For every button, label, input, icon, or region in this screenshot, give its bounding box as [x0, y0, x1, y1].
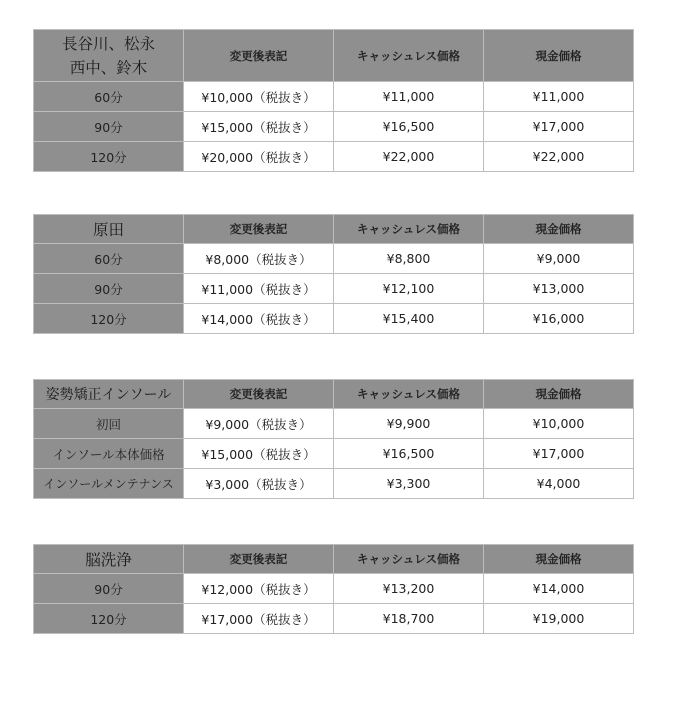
table-title: 原田 [34, 215, 184, 244]
row-label: 120分 [34, 604, 184, 634]
cell-cashless-price: ¥8,800 [334, 244, 484, 274]
column-header-display: 変更後表記 [184, 545, 334, 574]
cell-cashless-price: ¥9,900 [334, 409, 484, 439]
cell-cashless-price: ¥16,500 [334, 439, 484, 469]
cell-display-price: ¥11,000（税抜き） [184, 274, 334, 304]
cell-cashless-price: ¥15,400 [334, 304, 484, 334]
cell-display-price: ¥15,000（税抜き） [184, 439, 334, 469]
cell-cash-price: ¥17,000 [484, 112, 634, 142]
column-header-display: 変更後表記 [184, 215, 334, 244]
column-header-cashless: キャッシュレス価格 [334, 380, 484, 409]
cell-cashless-price: ¥16,500 [334, 112, 484, 142]
cell-cashless-price: ¥18,700 [334, 604, 484, 634]
cell-cashless-price: ¥22,000 [334, 142, 484, 172]
cell-cash-price: ¥14,000 [484, 574, 634, 604]
column-header-cashless: キャッシュレス価格 [334, 215, 484, 244]
table-row [34, 112, 634, 142]
table-title-line: 西中、鈴木 [69, 58, 148, 77]
table-row [34, 439, 634, 469]
cell-cash-price: ¥13,000 [484, 274, 634, 304]
table-title: 姿勢矯正インソール [34, 380, 184, 409]
price-table-hasegawa [33, 29, 634, 172]
cell-cash-price: ¥9,000 [484, 244, 634, 274]
table-row [34, 409, 634, 439]
column-header-cash: 現金価格 [484, 380, 634, 409]
cell-cashless-price: ¥12,100 [334, 274, 484, 304]
cell-cash-price: ¥19,000 [484, 604, 634, 634]
table-header-row [34, 380, 634, 409]
cell-cashless-price: ¥13,200 [334, 574, 484, 604]
cell-cash-price: ¥4,000 [484, 469, 634, 499]
row-label: インソールメンテナンス [34, 469, 184, 499]
table-row [34, 469, 634, 499]
row-label: 90分 [34, 574, 184, 604]
cell-display-price: ¥17,000（税抜き） [184, 604, 334, 634]
table-header-row [34, 30, 634, 82]
column-header-cash: 現金価格 [484, 30, 634, 82]
cell-cash-price: ¥16,000 [484, 304, 634, 334]
table-title [34, 30, 184, 82]
column-header-cashless: キャッシュレス価格 [334, 30, 484, 82]
cell-display-price: ¥14,000（税抜き） [184, 304, 334, 334]
table-header-row [34, 215, 634, 244]
cell-display-price: ¥8,000（税抜き） [184, 244, 334, 274]
row-label: 120分 [34, 142, 184, 172]
table-row [34, 604, 634, 634]
row-label: 120分 [34, 304, 184, 334]
table-header-row [34, 545, 634, 574]
column-header-display: 変更後表記 [184, 380, 334, 409]
row-label: 90分 [34, 274, 184, 304]
cell-display-price: ¥3,000（税抜き） [184, 469, 334, 499]
price-table-brain-wash [33, 544, 634, 634]
cell-cash-price: ¥17,000 [484, 439, 634, 469]
cell-display-price: ¥20,000（税抜き） [184, 142, 334, 172]
column-header-cashless: キャッシュレス価格 [334, 545, 484, 574]
table-row [34, 574, 634, 604]
row-label: 初回 [34, 409, 184, 439]
row-label: 60分 [34, 82, 184, 112]
table-row [34, 274, 634, 304]
table-row [34, 82, 634, 112]
row-label: 60分 [34, 244, 184, 274]
row-label: インソール本体価格 [34, 439, 184, 469]
price-table-insole [33, 379, 634, 499]
cell-cashless-price: ¥3,300 [334, 469, 484, 499]
price-table-harada [33, 214, 634, 334]
cell-display-price: ¥10,000（税抜き） [184, 82, 334, 112]
table-row [34, 142, 634, 172]
row-label: 90分 [34, 112, 184, 142]
cell-cashless-price: ¥11,000 [334, 82, 484, 112]
cell-cash-price: ¥22,000 [484, 142, 634, 172]
table-row [34, 304, 634, 334]
cell-cash-price: ¥11,000 [484, 82, 634, 112]
table-title: 脳洗浄 [34, 545, 184, 574]
table-row [34, 244, 634, 274]
table-title-line: 長谷川、松永 [61, 34, 155, 53]
column-header-cash: 現金価格 [484, 215, 634, 244]
column-header-cash: 現金価格 [484, 545, 634, 574]
cell-display-price: ¥12,000（税抜き） [184, 574, 334, 604]
column-header-display: 変更後表記 [184, 30, 334, 82]
cell-display-price: ¥9,000（税抜き） [184, 409, 334, 439]
cell-display-price: ¥15,000（税抜き） [184, 112, 334, 142]
cell-cash-price: ¥10,000 [484, 409, 634, 439]
